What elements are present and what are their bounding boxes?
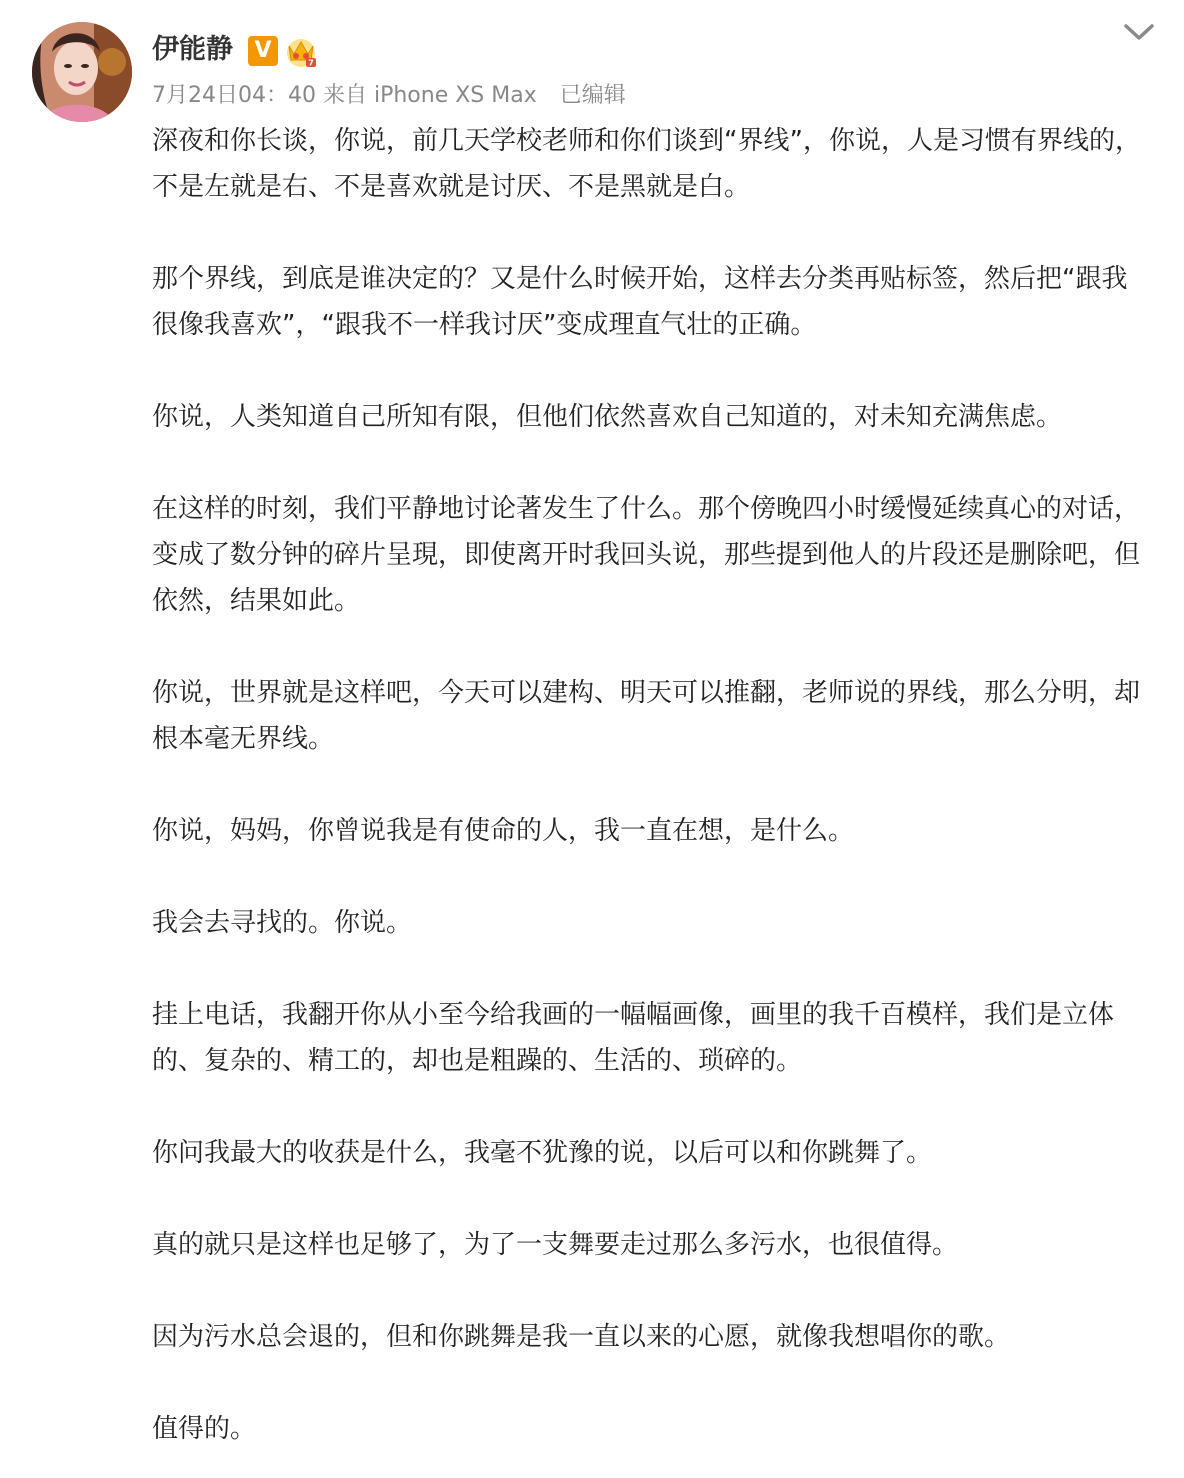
post-paragraph: 你说，世界就是这样吧，今天可以建构、明天可以推翻，老师说的界线，那么分明，却根本毫无界线。 — [152, 678, 1141, 754]
verified-badge — [248, 36, 278, 66]
chevron-down-icon[interactable] — [1122, 20, 1156, 44]
avatar-photo — [32, 22, 132, 122]
svg-text:7: 7 — [308, 58, 314, 68]
author-name[interactable]: 伊能静 — [152, 34, 233, 65]
avatar[interactable] — [32, 22, 132, 122]
post-paragraph: 那个界线，到底是谁决定的？又是什么时候开始，这样去分类再贴标签，然后把“跟我很像我喜欢”，“跟我不一样我讨厌”变成理直气壮的正确。 — [152, 264, 1128, 340]
post-timestamp: 7月24日04：40 — [152, 83, 316, 108]
post-paragraph: 因为污水总会退的，但和你跳舞是我一直以来的心愿，就像我想唱你的歌。 — [152, 1322, 1011, 1352]
post-paragraph: 挂上电话，我翻开你从小至今给我画的一幅幅画像，画里的我千百模样，我们是立体的、复杂的、精工的，却也是粗躁的、生活的、琐碎的。 — [152, 1000, 1115, 1076]
post-paragraph: 深夜和你长谈，你说，前几天学校老师和你们谈到“界线”，你说，人是习惯有界线的，不是左就是右、不是喜欢就是讨厌、不是黑就是白。 — [152, 126, 1141, 202]
post-paragraph: 我会去寻找的。你说。 — [152, 908, 413, 938]
post-meta — [152, 80, 626, 112]
post-paragraph: 你说，人类知道自己所知有限，但他们依然喜欢自己知道的，对未知充满焦虑。 — [152, 402, 1063, 432]
crown-icon — [284, 34, 318, 68]
post-body — [152, 118, 1152, 1452]
post-paragraph: 你问我最大的收获是什么，我毫不犹豫的说，以后可以和你跳舞了。 — [152, 1138, 933, 1168]
post-paragraph: 你说，妈妈，你曾说我是有使命的人，我一直在想，是什么。 — [152, 816, 855, 846]
post-paragraph: 在这样的时刻，我们平静地讨论著发生了什么。那个傍晚四小时缓慢延续真心的对话，变成了数分钟的碎片呈現，即使离开时我回头说，那些提到他人的片段还是删除吧，但依然，结果如此。 — [152, 494, 1141, 616]
post-paragraph: 值得的。 — [152, 1414, 257, 1444]
verified-badge-label: V — [254, 38, 272, 63]
edited-label[interactable]: 已编辑 — [559, 83, 626, 108]
post-paragraph: 真的就只是这样也足够了，为了一支舞要走过那么多污水，也很值得。 — [152, 1230, 959, 1260]
post-source[interactable]: 来自 iPhone XS Max — [322, 83, 537, 108]
